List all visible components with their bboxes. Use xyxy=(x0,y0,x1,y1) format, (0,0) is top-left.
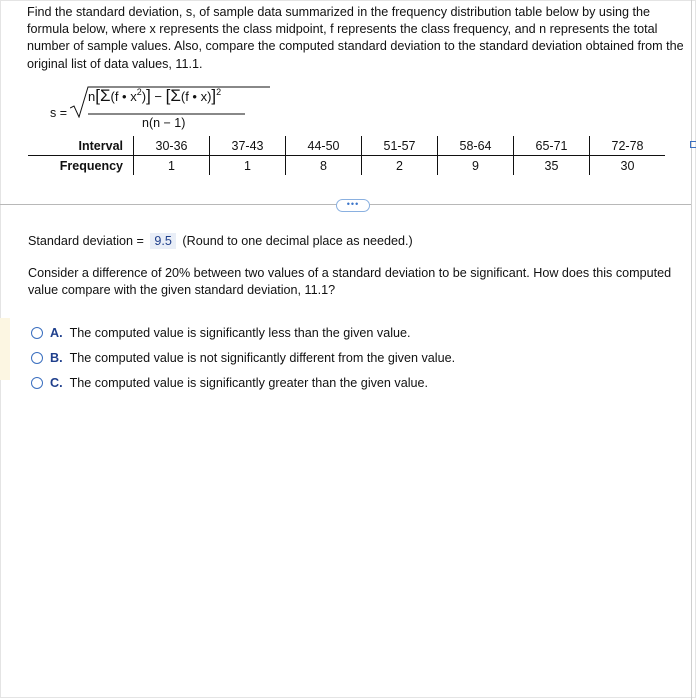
answer-hint: (Round to one decimal place as needed.) xyxy=(182,234,413,248)
interval-label: Interval xyxy=(28,136,133,156)
interval-cell: 65-71 xyxy=(514,136,589,156)
frequency-row xyxy=(28,156,665,176)
option-c[interactable] xyxy=(31,370,455,395)
radio-button[interactable] xyxy=(31,352,43,364)
frequency-table xyxy=(28,136,665,175)
answer-options xyxy=(31,320,455,395)
answer-prefix: Standard deviation = xyxy=(28,234,144,248)
interval-cell: 30-36 xyxy=(134,136,209,156)
more-options-button[interactable]: ••• xyxy=(336,199,370,212)
interval-row xyxy=(28,136,665,156)
frequency-cell: 1 xyxy=(168,158,175,173)
formula-denominator: n(n − 1) xyxy=(142,116,186,130)
frequency-cell: 1 xyxy=(244,158,251,173)
formula-numerator: n[Σ(f • $x^2)] - [\Sigma(f$ • x)]$^2$ xyxy=(88,86,222,105)
option-text: The computed value is significantly less than the given value. xyxy=(69,325,411,340)
option-b[interactable] xyxy=(31,345,455,370)
interval-cell: 72-78 xyxy=(590,136,665,156)
option-text: The computed value is not significantly different from the given value. xyxy=(69,350,456,365)
option-a[interactable] xyxy=(31,320,455,345)
option-highlight xyxy=(0,318,10,380)
problem-statement: Find the standard deviation, s, of sample data summarized in the frequency distribution table below by using the formula below, where x represents the class midpoint, f represents the class frequency, and n represents the total number of sample values. Also, compare the computed standard deviation to the standard deviation obtained from the original list of data values, 11.1. xyxy=(27,5,684,71)
option-letter: C. xyxy=(50,375,63,390)
frequency-cell: 9 xyxy=(472,158,479,173)
answer-input[interactable]: 9.5 xyxy=(150,233,176,249)
frequency-cell: 2 xyxy=(396,158,403,173)
std-dev-formula xyxy=(50,84,270,136)
interval-cell: 37-43 xyxy=(210,136,285,156)
interval-cell: 44-50 xyxy=(286,136,361,156)
option-letter: A. xyxy=(50,325,63,340)
formula-lhs: s = xyxy=(50,106,68,120)
interval-cell: 58-64 xyxy=(438,136,513,156)
option-letter: B. xyxy=(50,350,63,365)
frequency-cell: 8 xyxy=(320,158,327,173)
panel-edge-marker xyxy=(690,141,696,148)
interval-cell: 51-57 xyxy=(362,136,437,156)
frequency-label: Frequency xyxy=(59,158,123,173)
answer-row xyxy=(28,233,413,249)
option-text: The computed value is significantly greater than the given value. xyxy=(69,375,429,390)
frequency-cell: 35 xyxy=(544,158,559,173)
radio-button[interactable] xyxy=(31,327,43,339)
right-edge-line xyxy=(691,0,692,700)
frequency-cell: 30 xyxy=(620,158,635,173)
comparison-question: Consider a difference of 20% between two values of a standard deviation to be significant. How does this computed value compare with the given standard deviation, 11.1? xyxy=(28,266,672,298)
radio-button[interactable] xyxy=(31,377,43,389)
